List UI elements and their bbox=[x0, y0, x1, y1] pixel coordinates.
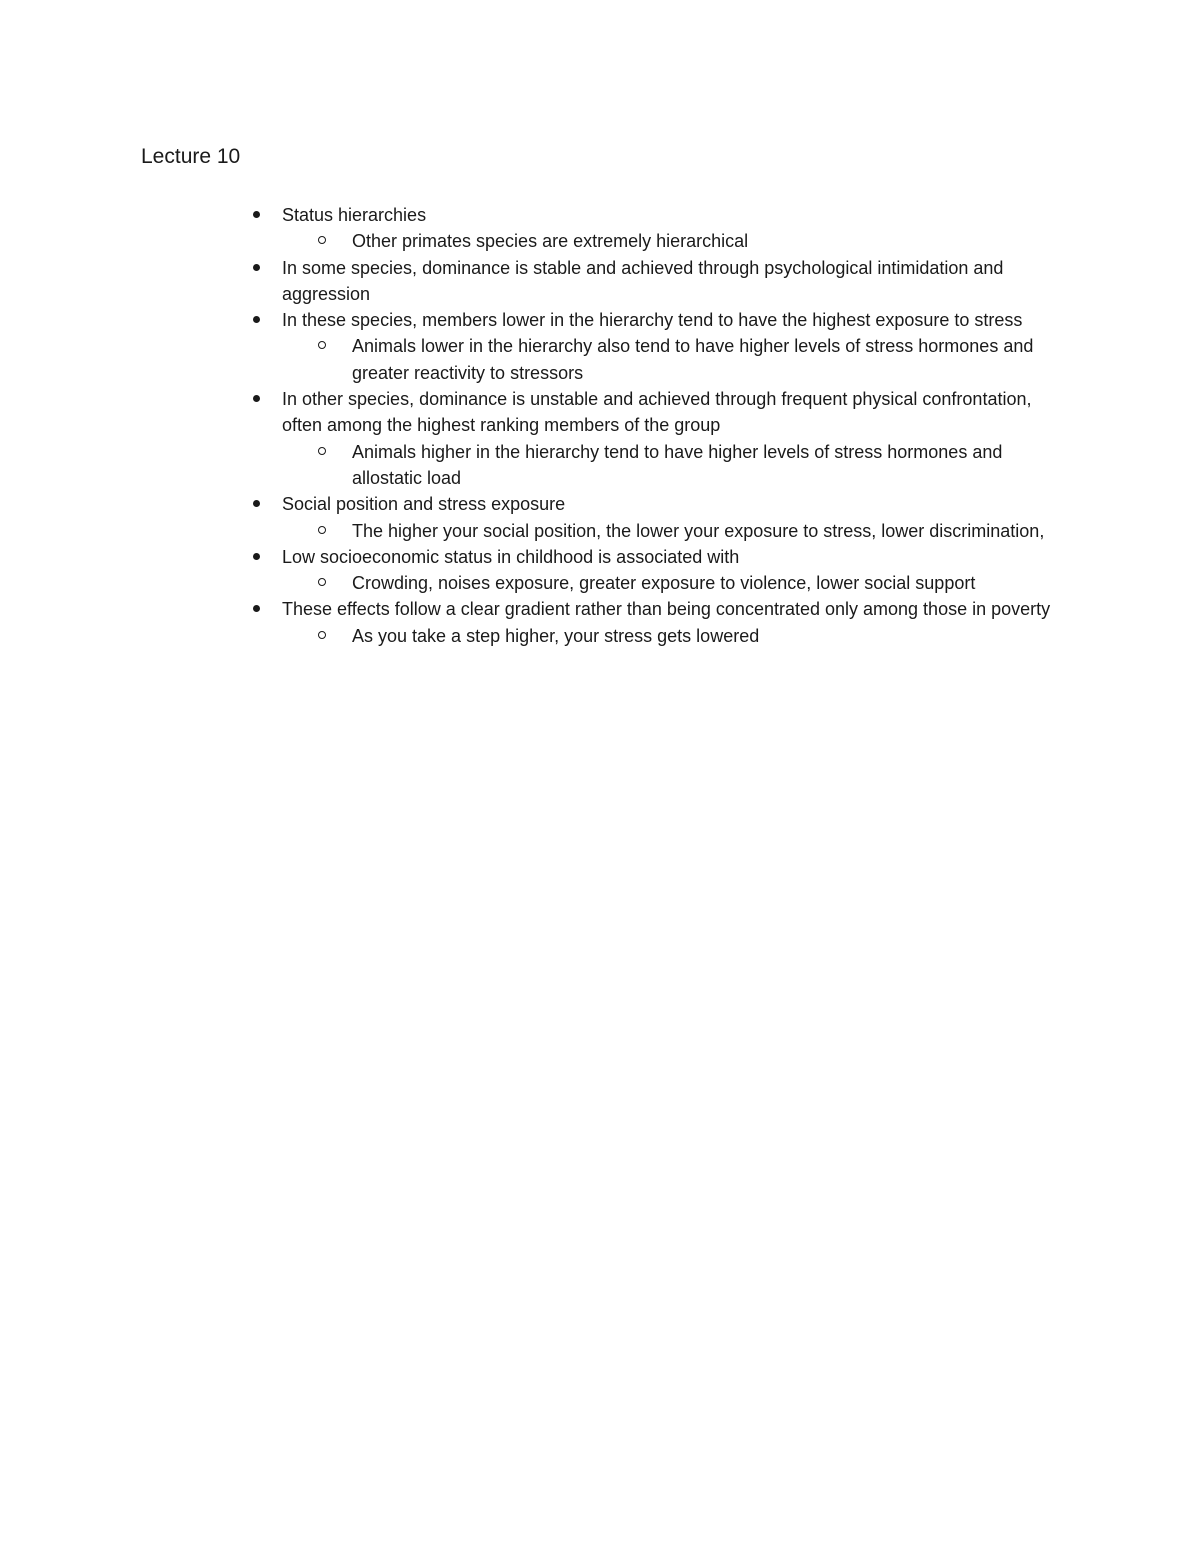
sub-bullet-item: As you take a step higher, your stress gets lowered bbox=[352, 623, 1052, 649]
bullet-item: In other species, dominance is unstable and achieved through frequent physical confrontation, often among the highest ranking members of the group bbox=[282, 386, 1052, 439]
notes-list bbox=[0, 202, 1200, 649]
bullet-item: Social position and stress exposure bbox=[282, 491, 1052, 517]
sub-bullet-item: The higher your social position, the lower your exposure to stress, lower discrimination, bbox=[352, 518, 1052, 544]
bullet-item: These effects follow a clear gradient rather than being concentrated only among those in poverty bbox=[282, 596, 1052, 622]
bullet-item: In some species, dominance is stable and achieved through psychological intimidation and aggression bbox=[282, 255, 1052, 308]
sub-bullet-item: Other primates species are extremely hierarchical bbox=[352, 228, 1052, 254]
bullet-item: Status hierarchies bbox=[282, 202, 1052, 228]
sub-bullet-item: Animals higher in the hierarchy tend to have higher levels of stress hormones and allostatic load bbox=[352, 439, 1052, 492]
bullet-item: In these species, members lower in the hierarchy tend to have the highest exposure to stress bbox=[282, 307, 1052, 333]
document-title: Lecture 10 bbox=[141, 145, 241, 168]
sub-bullet-item: Animals lower in the hierarchy also tend to have higher levels of stress hormones and greater reactivity to stressors bbox=[352, 333, 1052, 386]
sub-bullet-item: Crowding, noises exposure, greater exposure to violence, lower social support bbox=[352, 570, 1052, 596]
bullet-item: Low socioeconomic status in childhood is associated with bbox=[282, 544, 1052, 570]
